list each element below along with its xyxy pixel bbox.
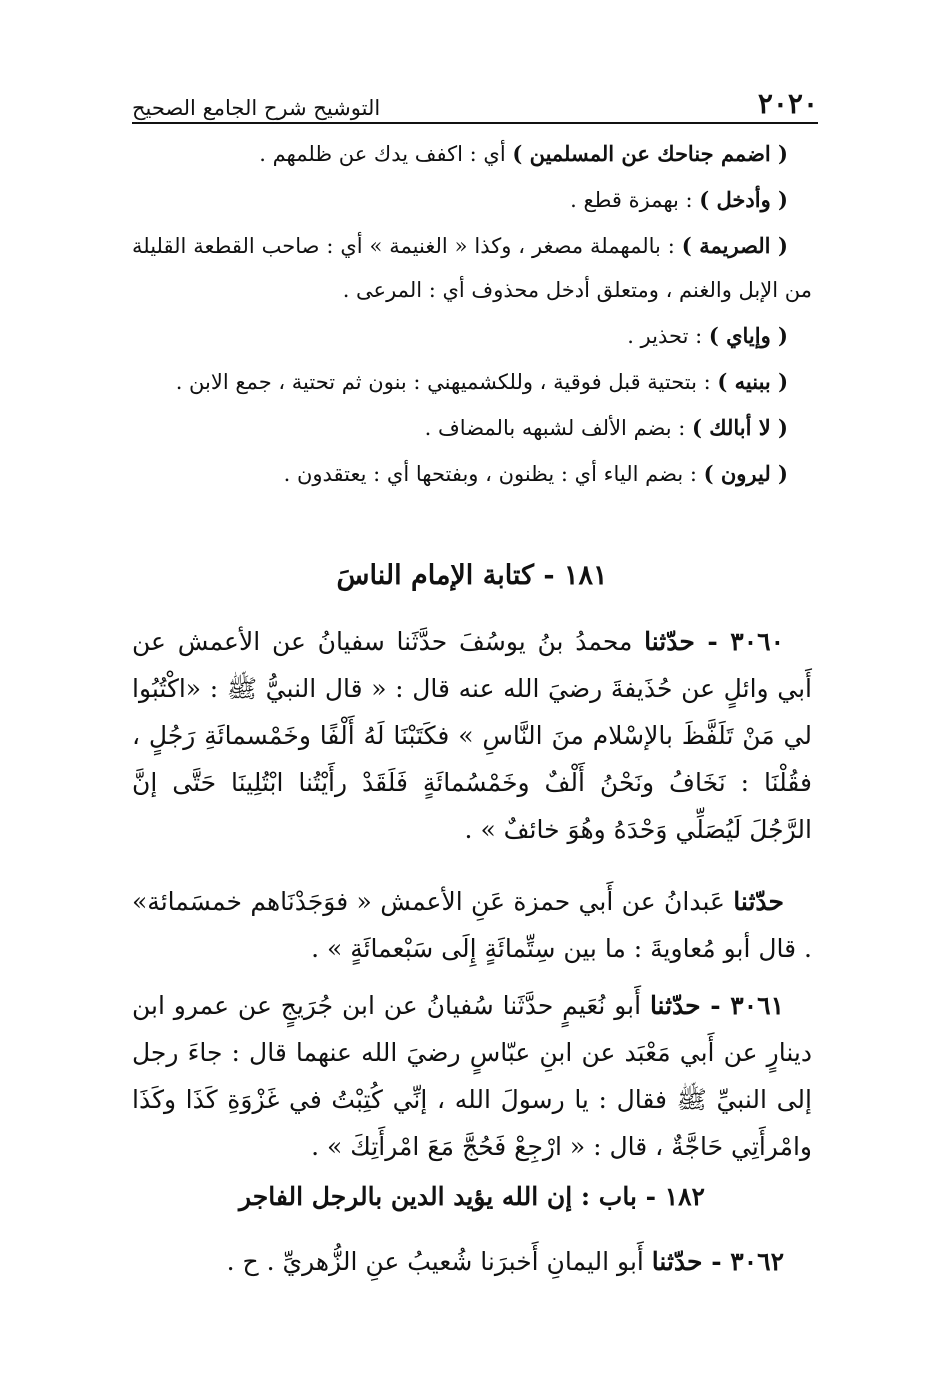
gloss-entry [132, 132, 812, 176]
gloss-term: ( اضمم جناحك عن المسلمين ) [512, 141, 788, 166]
gloss-term: ( وإياي ) [708, 323, 788, 348]
gloss-term: ( ببنيه ) [717, 369, 788, 394]
gloss-entry [132, 452, 812, 496]
hadith-number: ٣٠٦٢ - حدّثنا [651, 1247, 784, 1276]
hadith-text: أَبو نُعَيمٍ حدَّثَنا سُفيانُ عن ابن جُرَيجٍ عن عمرو ابن دينارٍ عن أَبي مَعْبَد عن ابنِ عبّاسٍ رضيَ الله عنهما قال : جاءَ رجل إلى النبيِّ ﷺ فقال : يا رسولَ الله ، إنِّي كُتِبْتُ في غَزْوَةِ كَذَا وكَذَا وامْرأَتِي حَاجَّةٌ ، قال : « ارْجِعْ فَحُجَّ مَعَ امْرأَتِكَ » . [132, 991, 812, 1161]
gloss-term: ( وأدخل ) [699, 187, 788, 212]
hadith-text: عَبدانُ عن أَبي حمزة عَنِ الأعمش « فوَجَدْنَاهم خمسَمائة» . قال أبو مُعاويةَ : ما بين سِتِّمائَةٍ إِلَى سَبْعمائَةٍ » . [132, 887, 812, 963]
gloss-text: : تحذير . [627, 324, 709, 348]
chapter-heading-182: ١٨٢ - باب : إن الله يؤيد الدين بالرجل الفاجر [239, 1182, 705, 1211]
page-header [132, 78, 818, 120]
gloss-entry [132, 314, 812, 358]
gloss-text: : بالمهملة مصغر ، وكذا « الغنيمة » أي : صاحب القطعة القليلة من الإبل والغنم ، ومتعلق أدخل محذوف أي : المرعى . [132, 234, 812, 302]
header-rule [132, 122, 818, 124]
chapter-heading-181: ١٨١ - كتابة الإمام الناسَ [336, 560, 608, 591]
hadith-3062 [132, 1238, 812, 1285]
running-title: التوشيح شرح الجامع الصحيح [132, 96, 381, 120]
hadith-number: ٣٠٦٠ - حدّثنا [644, 627, 784, 656]
glossary-notes [132, 132, 812, 498]
hadith-abdan [132, 878, 812, 972]
gloss-term: ( لا أبالك ) [692, 415, 788, 440]
gloss-entry [132, 178, 812, 222]
gloss-text: : بضم الألف لشبهه بالمضاف . [424, 416, 693, 440]
gloss-entry [132, 360, 812, 404]
gloss-text: : بهمزة قطع . [570, 188, 700, 212]
gloss-text: أي : اكفف يدك عن ظلمهم . [259, 142, 513, 166]
gloss-term: ( ليرون ) [703, 461, 788, 486]
hadith-text: محمدُ بنُ يوسُفَ حدَّثَنا سفيانُ عن الأعمش عن أَبي وائلٍ عن حُذَيفةَ رضيَ الله عنه قال : « قال النبيُّ ﷺ : «اكْتُبُوا لي مَنْ تَلَفَّظَ بالإسْلام منَ النَّاسِ » فكَتَبْنَا لَهُ أَلْفًا وخَمْسمائَةِ رَجُلٍ ، فقُلْنَا : نَخَافُ ونَحْنُ أَلْفٌ وخَمْسُمائَةٍ فَلَقَدْ رأَيْتُنا ابْتُلِينَا حَتَّى إنَّ الرَّجُلَ لَيُصَلِّي وَحْدَهُ وهُوَ خائفٌ » . [132, 627, 812, 844]
gloss-text: : بتحتية قبل فوقية ، وللكشميهني : بنون ثم تحتية ، جمع الابن . [175, 370, 718, 394]
hadith-3061 [132, 982, 812, 1170]
hadith-text: أَبو اليمانِ أَخبرَنا شُعيبُ عنِ الزُّهريِّ . ح . [226, 1247, 652, 1276]
gloss-entry [132, 224, 812, 312]
gloss-term: ( الصريمة ) [681, 233, 788, 258]
gloss-text: : بضم الياء أي : يظنون ، وبفتحها أي : يعتقدون . [283, 462, 704, 486]
hadith-lead: حدّثنا [733, 887, 784, 916]
hadith-number: ٣٠٦١ - حدّثنا [649, 991, 784, 1020]
page-number: ٢٠٢٠ [757, 87, 818, 120]
gloss-entry [132, 406, 812, 450]
hadith-3060 [132, 618, 812, 853]
